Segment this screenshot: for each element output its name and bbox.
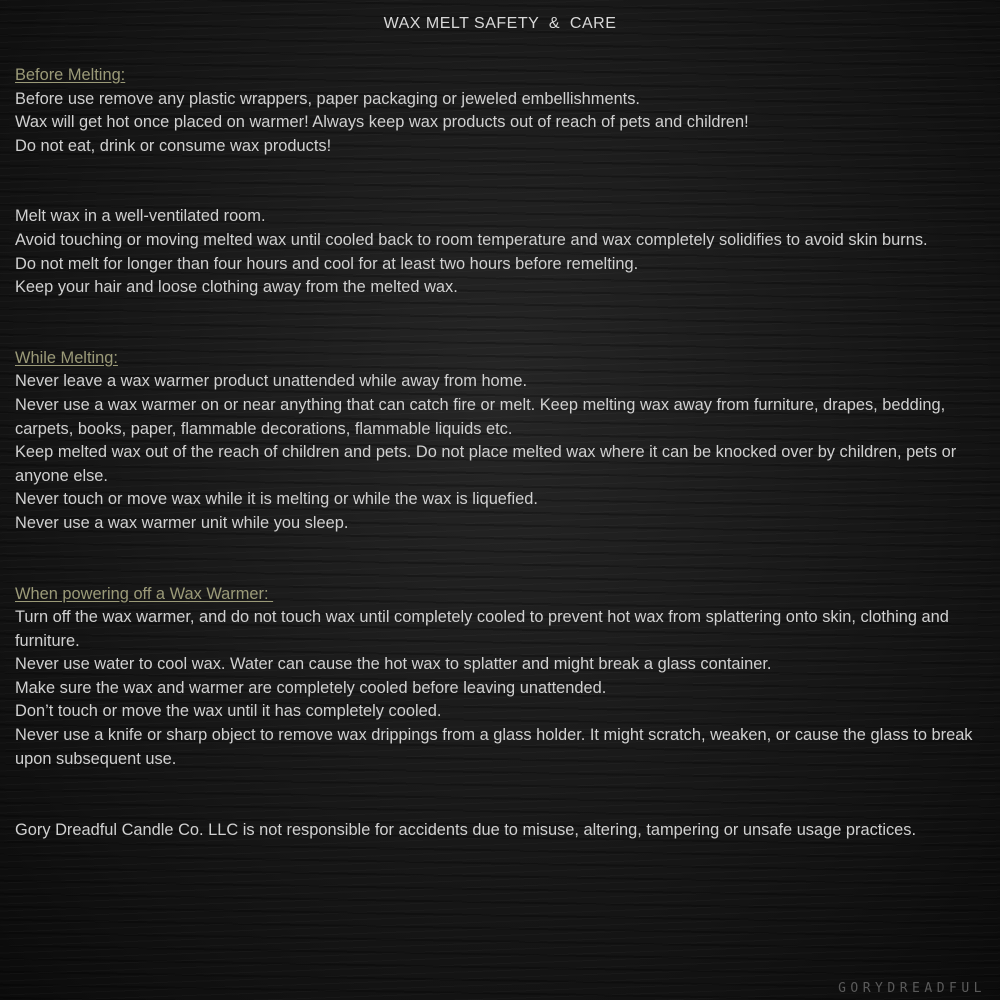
instruction-line: Never use water to cool wax. Water can cause the hot wax to splatter and might break a glass container. bbox=[15, 655, 772, 674]
section-while-melting bbox=[15, 347, 1000, 536]
section-heading-while-melting: While Melting: bbox=[15, 348, 118, 367]
safety-instructions bbox=[15, 64, 1000, 843]
page-title: WAX MELT SAFETY & CARE bbox=[383, 15, 617, 32]
instruction-line: Never use a knife or sharp object to remove wax drippings from a glass holder. It might scratch, weaken, or cause the glass to break upon subsequent use. bbox=[15, 726, 973, 768]
instruction-line: Avoid touching or moving melted wax until cooled back to room temperature and wax completely solidifies to avoid skin burns. bbox=[15, 230, 928, 249]
instruction-line: Melt wax in a well-ventilated room. bbox=[15, 207, 266, 226]
instruction-line: Turn off the wax warmer, and do not touch wax until completely cooled to prevent hot wax from splattering onto skin, clothing and furniture. bbox=[15, 608, 949, 650]
instruction-line: Never leave a wax warmer product unattended while away from home. bbox=[15, 372, 527, 391]
section-heading-before-melting: Before Melting: bbox=[15, 66, 126, 84]
instruction-line: Keep melted wax out of the reach of children and pets. Do not place melted wax where it can be knocked over by children, pets or anyone else. bbox=[15, 443, 957, 485]
spacer bbox=[15, 300, 1000, 347]
section-powering-off bbox=[15, 583, 1000, 772]
section-general bbox=[15, 205, 1000, 299]
spacer bbox=[15, 536, 1000, 583]
instruction-line: Do not eat, drink or consume wax products! bbox=[15, 136, 332, 155]
section-before-melting bbox=[15, 64, 1000, 158]
instruction-line: Keep your hair and loose clothing away from the melted wax. bbox=[15, 278, 458, 297]
section-heading-powering-off: When powering off a Wax Warmer: bbox=[15, 584, 274, 603]
instruction-line: Before use remove any plastic wrappers, paper packaging or jeweled embellishments. bbox=[15, 89, 640, 108]
disclaimer-text: Gory Dreadful Candle Co. LLC is not responsible for accidents due to misuse, altering, tampering or unsafe usage practices. bbox=[15, 821, 917, 840]
brand-watermark: GORYDREADFUL bbox=[838, 981, 986, 996]
instruction-line: Wax will get hot once placed on warmer! Always keep wax products out of reach of pets and children! bbox=[15, 113, 749, 132]
instruction-line: Never touch or move wax while it is melting or while the wax is liquefied. bbox=[15, 490, 538, 509]
instruction-line: Do not melt for longer than four hours and cool for at least two hours before remelting. bbox=[15, 254, 639, 273]
instruction-line: Make sure the wax and warmer are completely cooled before leaving unattended. bbox=[15, 678, 607, 697]
instruction-line: Never use a wax warmer unit while you sleep. bbox=[15, 513, 349, 532]
spacer bbox=[15, 771, 1000, 819]
instruction-line: Don’t touch or move the wax until it has completely cooled. bbox=[15, 702, 442, 721]
spacer bbox=[15, 158, 1000, 205]
section-disclaimer bbox=[15, 819, 1000, 843]
instruction-line: Never use a wax warmer on or near anything that can catch fire or melt. Keep melting wax away from furniture, drapes, bedding, carpets, books, paper, flammable decorations, flammable liquids etc. bbox=[15, 395, 946, 438]
